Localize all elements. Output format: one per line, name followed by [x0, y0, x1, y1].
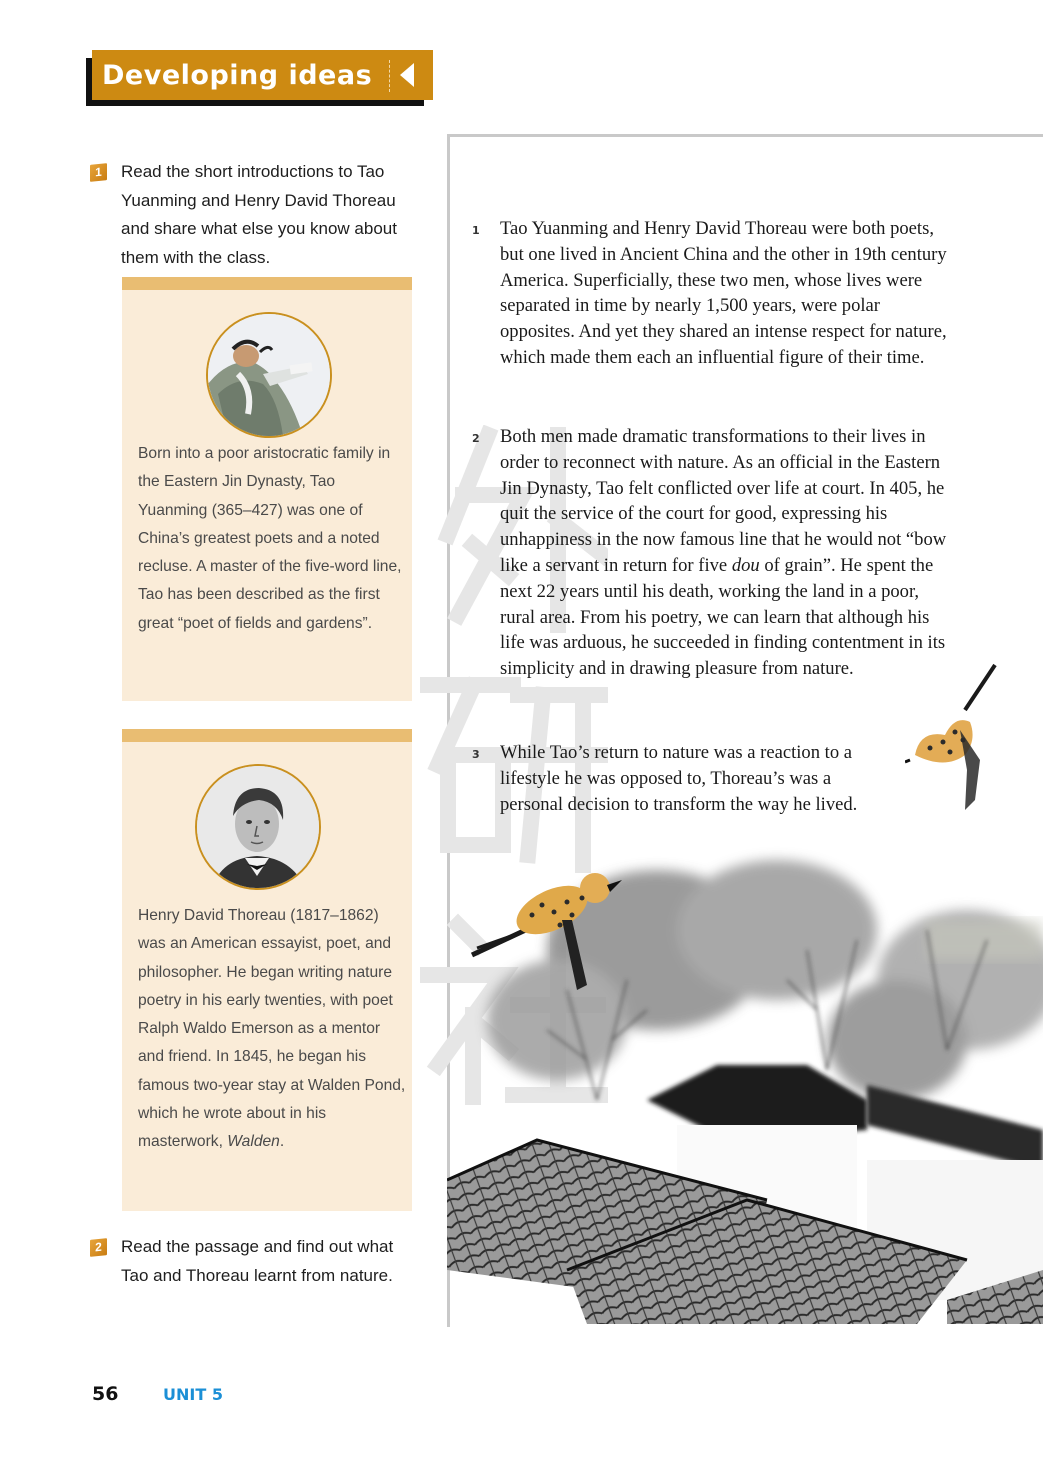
section-header: [86, 50, 433, 106]
passage-paragraph-2: [472, 424, 950, 682]
header-bar: [92, 50, 433, 100]
task-number-badge: 2: [90, 1238, 107, 1257]
ink-painting-village-birds-icon: [447, 840, 1043, 1324]
paragraph-number: 1: [472, 224, 480, 237]
paragraph-text: While Tao’s return to nature was a reaction to a lifestyle he was opposed to, Thoreau’s was a personal decision to transform the way he lived.: [500, 742, 858, 815]
flying-bird-icon: [905, 660, 1005, 820]
header-divider: [389, 60, 390, 92]
tao-yuanming-portrait-icon: [206, 312, 332, 438]
task-instruction: Read the short introductions to Tao Yuanming and Henry David Thoreau and share what else you know about them with the class.: [121, 162, 397, 267]
page-number: 56: [92, 1383, 119, 1405]
thoreau-bio-end: .: [279, 1133, 285, 1151]
paragraph-text-part: of grain”. He spent the next 22 years until his death, working the land in a poor, rural area. From his poetry, we can learn that although his life was arduous, he succeeded in finding contentment in its simplicity and in drawing pleasure from nature.: [500, 554, 946, 680]
paragraph-number: 3: [472, 748, 480, 761]
bio-card-thoreau: [122, 729, 412, 1211]
thoreau-bio-main: Henry David Thoreau (1817–1862) was an American essayist, poet, and philosopher. He began writing nature poetry in his early twenties, with poet Ralph Waldo Emerson as a mentor and friend. In 1845, he began his famous two-year stay at Walden Pond, which he wrote about in his masterwork,: [138, 907, 406, 1151]
passage-paragraph-1: [472, 216, 950, 371]
card-top-bar: [122, 277, 412, 290]
triangle-left-icon: [400, 63, 414, 87]
thoreau-bio-text: [138, 902, 408, 1157]
task-instruction: Read the passage and find out what Tao and Thoreau learnt from nature.: [121, 1237, 394, 1285]
paragraph-number: 2: [472, 432, 480, 445]
task-1: [90, 158, 420, 272]
paragraph-text: [500, 424, 950, 682]
dou-term: dou: [731, 554, 760, 576]
bio-card-tao: [122, 277, 412, 701]
walden-title: Walden: [227, 1133, 280, 1151]
tao-bio-text: Born into a poor aristocratic family in the Eastern Jin Dynasty, Tao Yuanming (365–427) was one of China’s greatest poets and a noted recluse. A master of the five-word line, Tao has been described as the first great “poet of fields and gardens”.: [138, 445, 402, 632]
passage-paragraph-3: [472, 740, 892, 817]
unit-label: UNIT 5: [163, 1385, 223, 1404]
task-2: [90, 1233, 420, 1290]
section-title: Developing ideas: [102, 59, 373, 91]
thoreau-portrait-icon: [195, 764, 321, 890]
paragraph-text: Tao Yuanming and Henry David Thoreau were both poets, but one lived in Ancient China and the other in 19th century America. Superficially, these two men, whose lives were separated in time by nearly 1,500 years, were polar opposites. And yet they shared an intense respect for nature, which made them each an influential figure of their time.: [500, 218, 947, 368]
card-top-bar: [122, 729, 412, 742]
paragraph-text-part: Both men made dramatic transformations to their lives in order to reconnect with nature. As an official in the Eastern Jin Dynasty, Tao felt conflicted over life at court. In 405, he quit the service of the court for good, expressing his unhappiness in the now famous line that he would not “bow like a servant in return for five: [500, 426, 947, 576]
task-number-badge: 1: [90, 163, 107, 182]
